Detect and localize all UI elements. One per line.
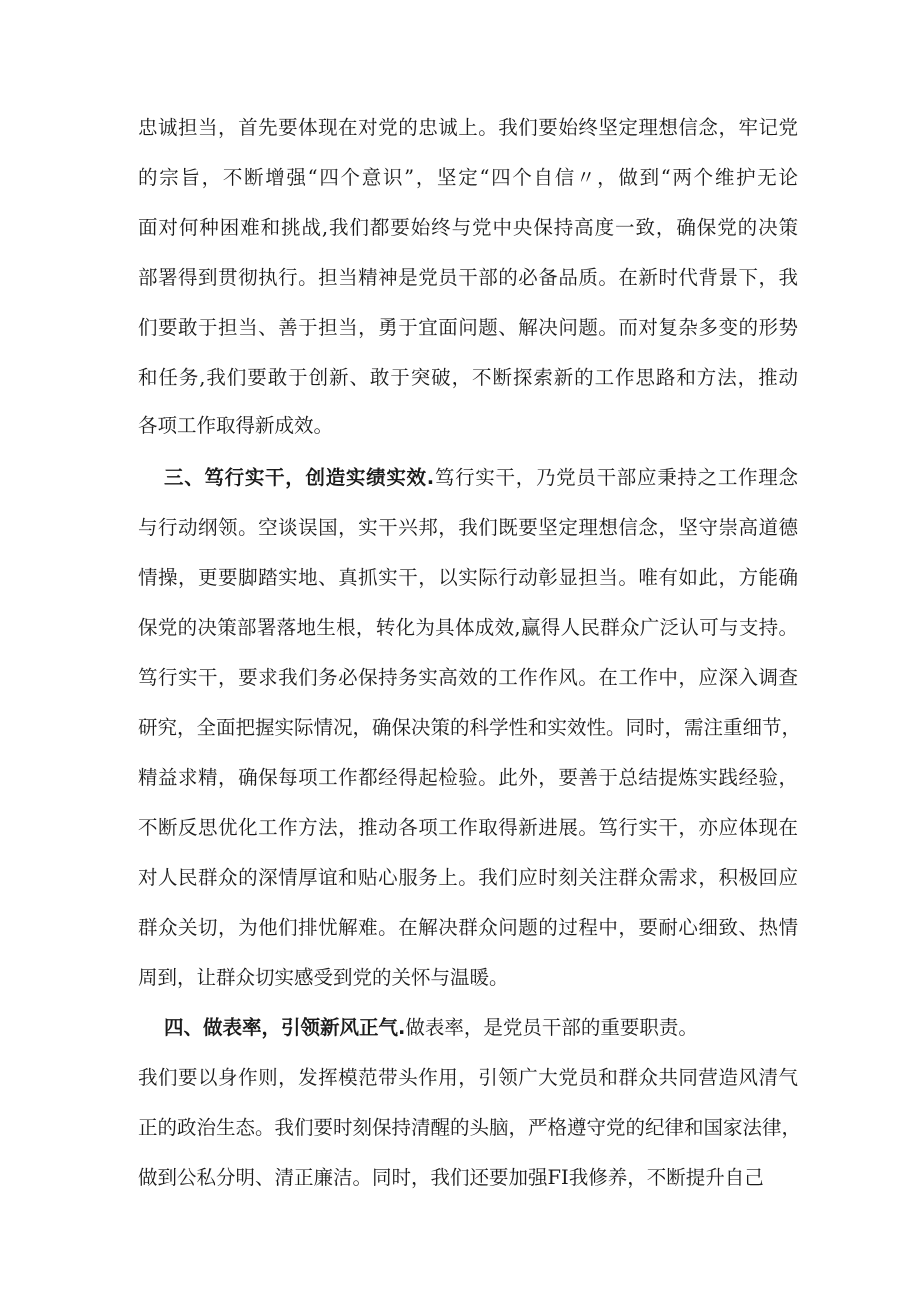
paragraph-2-line-5: 笃行实干，要求我们务必保持务实高效的工作作风。在工作中，应深入调查 [138,666,798,689]
paragraph-1-line-4: 部署得到贯彻执行。担当精神是党员干部的必备品质。在新时代背景下，我 [138,266,798,289]
paragraph-2-line-2: 与行动纲领。空谈误国，实干兴邦，我们既要坚定理想信念，坚守崇高道德 [138,516,798,539]
section-heading-4: 四、做表率，引领新风正气. [164,1016,406,1039]
paragraph-2-line-11: 周到，让群众切实感受到党的关怀与温暖。 [138,966,509,989]
paragraph-2-line-9: 对人民群众的深情厚谊和贴心服务上。我们应时刻关注群众需求，积极回应 [138,866,798,889]
paragraph-2-line-8: 不断反思优化工作方法，推动各项工作取得新进展。笃行实干，亦应体现在 [138,816,798,839]
paragraph-2-line-1-text: 笃行实干，乃党员干部应秉持之工作理念 [434,466,798,489]
paragraph-1-line-6: 和任务,我们要敢于创新、敢于突破，不断探索新的工作思路和方法，推动 [138,366,798,389]
paragraph-2-line-7: 精益求精，确保每项工作都经得起检验。此外，要善于总结提炼实践经验， [138,766,798,789]
paragraph-3-line-1 [164,1014,798,1042]
paragraph-3-line-2: 我们要以身作则，发挥模范带头作用，引领广大党员和群众共同营造风清气 [138,1066,798,1089]
paragraph-2-line-1 [164,464,798,492]
paragraph-1-line-5: 们要敢于担当、善于担当，勇于宜面问题、解决问题。而对复杂多变的形势 [138,316,798,339]
paragraph-1-line-1: 忠诚担当，首先要体现在对党的忠诚上。我们要始终坚定理想信念，牢记党 [138,116,798,139]
paragraph-2-line-6: 研究，全面把握实际情况，确保决策的科学性和实效性。同时，需注重细节， [138,716,802,739]
paragraph-2-line-3: 情操，更要脚踏实地、真抓实干，以实际行动彰显担当。唯有如此，方能确 [138,566,798,589]
paragraph-1-line-3: 面对何种困难和挑战,我们都要始终与党中央保持高度一致，确保党的决策 [138,216,798,239]
section-heading-3: 三、笃行实干，创造实绩实效. [164,466,435,489]
paragraph-3-line-3: 正的政治生态。我们要时刻保持清醒的头脑，严格遵守党的纪律和国家法律， [138,1116,802,1139]
paragraph-1-line-2: 的宗旨，不断增强“四个意识”，坚定“四个自信〃，做到“两个维护无论 [138,166,798,189]
paragraph-1-line-7: 各项工作取得新成效。 [138,414,334,437]
paragraph-2-line-4: 保党的决策部署落地生根，转化为具体成效,赢得人民群众广泛认可与支持。 [138,616,798,639]
paragraph-3-line-4: 做到公私分明、清正廉洁。同时，我们还要加强FI我修养，不断提升自己 [138,1166,764,1189]
paragraph-2-line-10: 群众关切，为他们排忧解难。在解决群众问题的过程中，要耐心细致、热情 [138,916,798,939]
paragraph-3-line-1-text: 做表率，是党员干部的重要职责。 [405,1016,698,1039]
